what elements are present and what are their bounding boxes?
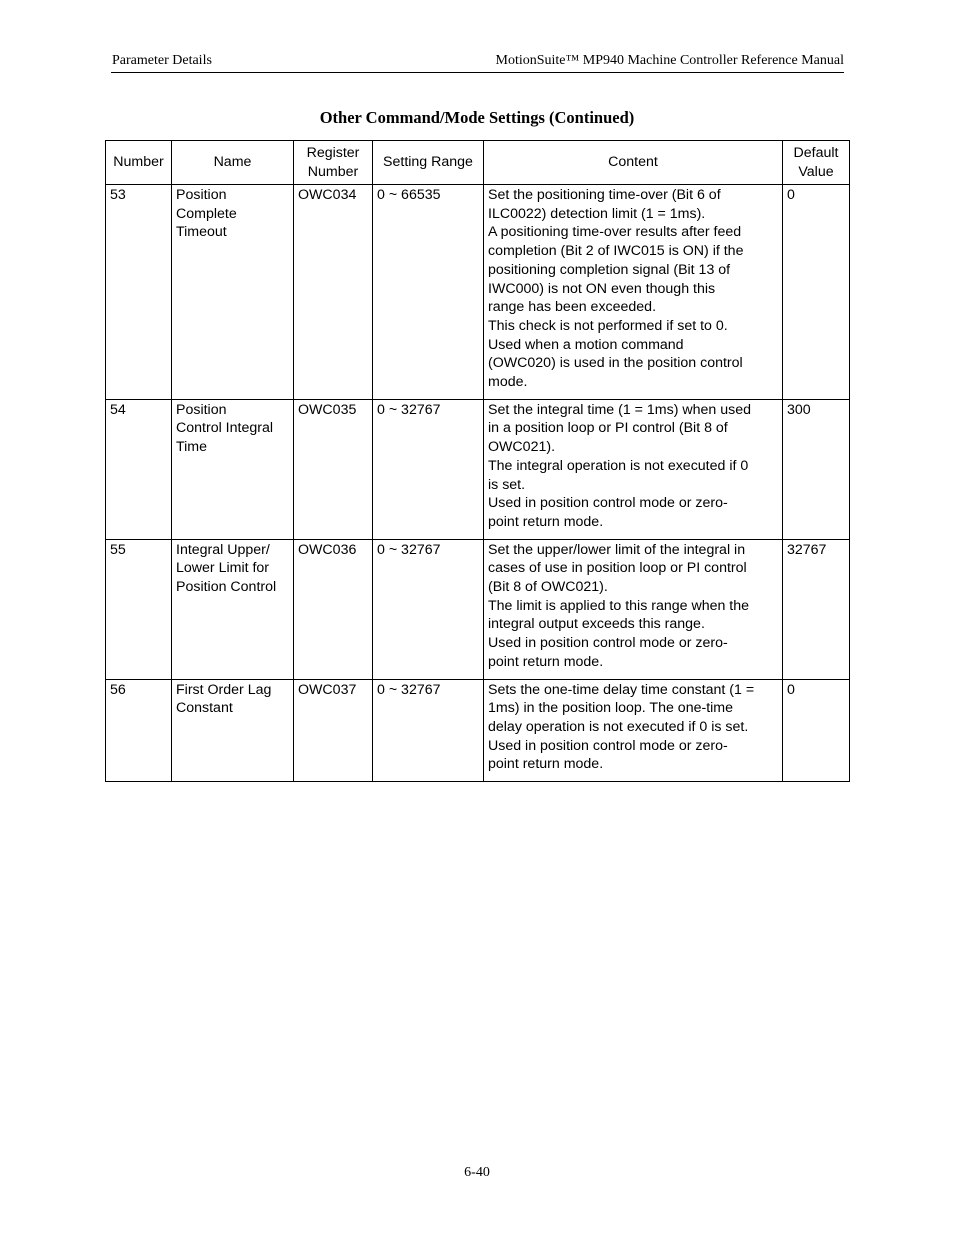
content-line: cases of use in position loop or PI control [488,560,747,577]
cell-number: 56 [106,679,172,782]
col-header-register-line2: Number [307,163,359,180]
content-line: The limit is applied to this range when the [488,597,750,614]
cell-register: OWC036 [294,539,373,679]
cell-default: 300 [783,399,850,539]
content-line: mode. [488,374,528,391]
content-line: completion (Bit 2 of IWC015 is ON) if the [488,243,744,260]
content-line: is set. [488,476,526,493]
table-row [106,185,850,400]
table-row [106,399,850,539]
cell-content [484,679,783,782]
cell-name [172,185,294,400]
table-row [106,539,850,679]
name-line: Integral Upper/ [176,541,270,558]
col-header-name: Name [172,141,294,185]
col-header-default-line1: Default [793,144,839,161]
header-section-title: Parameter Details [112,53,212,68]
content-line: A positioning time-over results after feed [488,224,742,241]
content-line: Set the positioning time-over (Bit 6 of [488,187,721,203]
content-line: point return mode. [488,513,604,530]
name-line: Control Integral [176,420,273,437]
cell-range: 0 ~ 66535 [373,185,484,400]
col-header-default-line2: Value [798,163,834,180]
cell-number: 53 [106,185,172,400]
cell-default: 0 [783,679,850,782]
content-line: positioning completion signal (Bit 13 of [488,261,731,278]
name-line: Lower Limit for [176,560,270,577]
cell-name [172,539,294,679]
cell-name [172,399,294,539]
name-line: Position [176,401,227,418]
cell-range: 0 ~ 32767 [373,399,484,539]
name-line: Position Control [176,579,277,596]
content-line: Used in position control mode or zero- [488,635,728,652]
name-line: First Order Lag [176,681,272,698]
content-line: Set the integral time (1 = 1ms) when used [488,401,751,418]
page-number: 6-40 [464,1165,490,1180]
content-line: 1ms) in the position loop. The one-time [488,700,733,717]
cell-name [172,679,294,782]
col-header-content: Content [484,141,783,185]
name-line: Constant [176,700,233,717]
name-line: Timeout [176,224,227,241]
content-line: in a position loop or PI control (Bit 8 of [488,420,728,437]
cell-default: 0 [783,185,850,400]
content-line: range has been exceeded. [488,299,657,316]
content-line: delay operation is not executed if 0 is set. [488,718,749,735]
cell-range: 0 ~ 32767 [373,679,484,782]
col-header-number: Number [106,141,172,185]
cell-range: 0 ~ 32767 [373,539,484,679]
table-header-row [106,141,850,185]
cell-content [484,185,783,400]
col-header-register-line1: Register [306,144,360,161]
col-header-setting-range: Setting Range [373,141,484,185]
content-line: (Bit 8 of OWC021). [488,579,608,596]
content-line: OWC021). [488,439,556,456]
table-title: Other Command/Mode Settings (Continued) [319,108,635,127]
name-line: Position [176,187,227,203]
cell-default: 32767 [783,539,850,679]
content-line: The integral operation is not executed if 0 [488,457,749,474]
content-line: This check is not performed if set to 0. [488,317,728,334]
table-row [106,679,850,782]
col-header-default-value [783,141,850,185]
content-line: integral output exceeds this range. [488,616,705,633]
running-header [111,52,844,73]
name-line: Complete [176,205,237,222]
cell-content [484,539,783,679]
cell-register: OWC037 [294,679,373,782]
content-line: Used when a motion command [488,336,684,353]
name-line: Time [176,439,208,456]
cell-number: 54 [106,399,172,539]
content-line: ILC0022) detection limit (1 = 1ms). [488,205,706,222]
parameter-table [105,140,850,782]
content-line: Set the upper/lower limit of the integral in [488,541,746,558]
content-line: point return mode. [488,653,604,670]
content-line: Sets the one-time delay time constant (1 = [488,681,755,698]
cell-register: OWC034 [294,185,373,400]
cell-register: OWC035 [294,399,373,539]
content-line: IWC000) is not ON even though this [488,280,716,297]
header-manual-title: MotionSuite™ MP940 Machine Controller Reference Manual [495,53,844,68]
content-line: Used in position control mode or zero- [488,737,728,754]
col-header-register-number [294,141,373,185]
content-line: Used in position control mode or zero- [488,495,728,512]
content-line: point return mode. [488,756,604,773]
cell-number: 55 [106,539,172,679]
content-line: (OWC020) is used in the position control [488,355,743,372]
cell-content [484,399,783,539]
